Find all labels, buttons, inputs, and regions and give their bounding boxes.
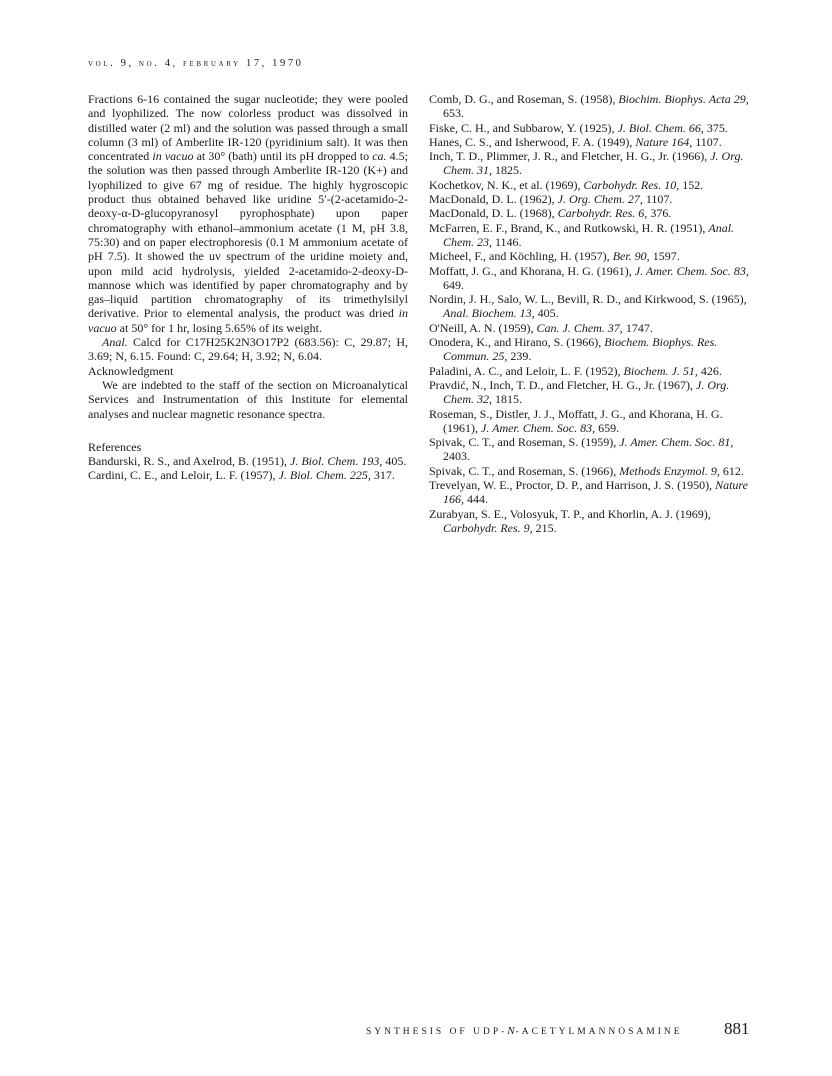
page-number: 881 <box>724 1019 750 1038</box>
reference-item: MacDonald, D. L. (1968), Carbohydr. Res. 6, 376. <box>429 206 672 221</box>
reference-item: Fiske, C. H., and Subbarow, Y. (1925), J. Biol. Chem. 66, 375. <box>429 120 728 135</box>
reference-item: Cardini, C. E., and Leloir, L. F. (1957), J. Biol. Chem. 225, 317. <box>88 468 395 483</box>
reference-item: Nordin, J. H., Salo, W. L., Bevill, R. D., and Kirkwood, S. (1965), Anal. Biochem. 13, 405. <box>429 292 747 321</box>
reference-item: Spivak, C. T., and Roseman, S. (1966), Methods Enzymol. 9, 612. <box>429 463 744 478</box>
reference-item: O'Neill, A. N. (1959), Can. J. Chem. 37, 1747. <box>429 320 653 335</box>
reference-item: Micheel, F., and Köchling, H. (1957), Ber. 90, 1597. <box>429 249 680 264</box>
references-list-left <box>88 454 408 483</box>
body-paragraph: Fractions 6-16 contained the sugar nucleotide; they were pooled and lyophilized. The now colorless product was dissolved in distilled water (2 ml) and the solution was passed through a small column (3 ml) of Amberlite IR-120 (pyridinium salt). It was then concentrated in vacuo at 30° (bath) until its pH dropped to ca. 4.5; the solution was then passed through Amberlite IR-120 (K+) and lyophilized to give 67 mg of residue. The highly hygroscopic product thus obtained behaved like uridine 5′-(2-acetamido-2-deoxy-α-D-glucopyranosyl pyrophosphate) upon paper chromatography with ethanol–ammonium acetate (1 M, pH 3.8, 75:30) and on paper electrophoresis (0.1 M ammonium acetate of pH 7.5). It showed the uv spectrum of the uridine moiety and, upon mild acid hydrolysis, yielded 2-acetamido-2-deoxy-D-mannose which was identified by paper chromatography and by gas–liquid partition chromatography of its trimethylsilyl derivative. Prior to elemental analysis, the product was dried in vacuo at 50° for 1 hr, losing 5.65% of its weight. <box>88 92 408 335</box>
reference-item: McFarren, E. F., Brand, K., and Rutkowski, H. R. (1951), Anal. Chem. 23, 1146. <box>429 220 735 249</box>
reference-item: Hanes, C. S., and Isherwood, F. A. (1949), Nature 164, 1107. <box>429 134 722 149</box>
reference-item: MacDonald, D. L. (1962), J. Org. Chem. 27, 1107. <box>429 192 673 207</box>
reference-item: Inch, T. D., Plimmer, J. R., and Fletcher, H. G., Jr. (1966), J. Org. Chem. 31, 1825. <box>429 149 744 178</box>
running-head: vol. 9, no. 4, february 17, 1970 <box>88 58 304 69</box>
reference-item: Comb, D. G., and Roseman, S. (1958), Biochim. Biophys. Acta 29, 653. <box>429 92 749 121</box>
reference-item: Roseman, S., Distler, J. J., Moffatt, J. G., and Khorana, H. G. (1961), J. Amer. Chem. Soc. 83, 659. <box>429 406 723 435</box>
reference-item: Kochetkov, N. K., et al. (1969), Carbohydr. Res. 10, 152. <box>429 177 704 192</box>
elemental-analysis: Anal. Calcd for C17H25K2N3O17P2 (683.56): C, 29.87; H, 3.69; N, 6.15. Found: C, 29.64; H, 3.92; N, 6.04. <box>88 335 408 364</box>
reference-item: Moffatt, J. G., and Khorana, H. G. (1961), J. Amer. Chem. Soc. 83, 649. <box>429 263 749 292</box>
references-list-right <box>429 92 751 535</box>
acknowledgment-text: We are indebted to the staff of the section on Microanalytical Services and Instrumentation of this Institute for elemental analyses and nuclear magnetic resonance spectra. <box>88 377 408 421</box>
reference-item: Onodera, K., and Hirano, S. (1966), Biochem. Biophys. Res. Commun. 25, 239. <box>429 335 718 364</box>
reference-item: Paladini, A. C., and Leloir, L. F. (1952), Biochem. J. 51, 426. <box>429 363 722 378</box>
reference-item: Pravdić, N., Inch, T. D., and Fletcher, H. G., Jr. (1967), J. Org. Chem. 32, 1815. <box>429 377 730 407</box>
references-heading: References <box>88 439 142 454</box>
right-column <box>429 92 751 535</box>
reference-item: Trevelyan, W. E., Proctor, D. P., and Harrison, J. S. (1950), Nature 166, 444. <box>429 478 748 507</box>
reference-item: Bandurski, R. S., and Axelrod, B. (1951), J. Biol. Chem. 193, 405. <box>88 454 407 469</box>
reference-item: Spivak, C. T., and Roseman, S. (1959), J. Amer. Chem. Soc. 81, 2403. <box>429 435 734 464</box>
footer-title: SYNTHESIS OF UDP-N-ACETYLMANNOSAMINE <box>366 1025 683 1037</box>
acknowledgment-heading: Acknowledgment <box>88 363 174 378</box>
left-column <box>88 92 408 483</box>
reference-item: Zurabyan, S. E., Volosyuk, T. P., and Khorlin, A. J. (1969), Carbohydr. Res. 9, 215. <box>429 506 711 535</box>
